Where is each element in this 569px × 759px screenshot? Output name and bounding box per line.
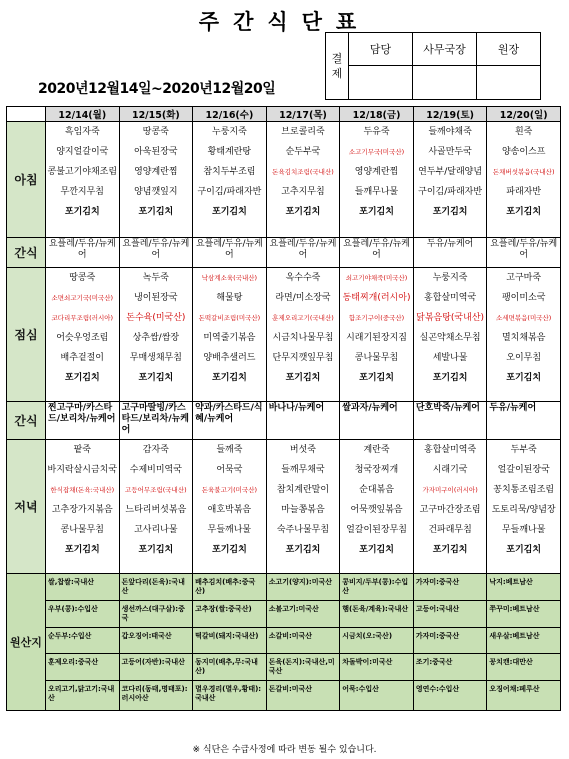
origin-text: 조기:중국산 (415, 658, 453, 666)
menu-item: 흑임자죽 (64, 127, 100, 137)
dinner-cell (340, 440, 414, 574)
origin-cell (340, 628, 414, 654)
origin-cell (193, 654, 267, 681)
menu-item: 사골만두국 (428, 147, 472, 157)
menu-item: 포기김치 (212, 373, 247, 383)
origin-text: 돈앞다리(돈육):국내산 (121, 578, 185, 595)
snack-item: 쌀과자/뉴케어 (342, 403, 398, 413)
corner-cell (7, 107, 46, 122)
menu-item: 옥수수죽 (285, 273, 321, 283)
day-header: 12/18(금) (340, 107, 414, 122)
signature-cell[interactable] (349, 66, 413, 100)
meal-label: 저녁 (7, 440, 46, 574)
origin-cell (193, 681, 267, 711)
meal-label: 점심 (7, 268, 46, 402)
snack-item: 고구마딸빙/카스타드/보리차/뉴케어 (121, 403, 189, 435)
origin-cell (193, 628, 267, 654)
menu-item: 황태계란탕 (207, 147, 252, 157)
origin-cell (46, 654, 120, 681)
menu-item: 가자미구이(러시아) (422, 486, 478, 494)
menu-item: 무매생채무침 (129, 353, 182, 363)
menu-item: 감자죽 (142, 445, 169, 455)
menu-item: 포기김치 (138, 373, 174, 383)
menu-item: 세발나물 (432, 353, 468, 363)
origin-cell (487, 681, 561, 711)
origin-cell (46, 574, 120, 601)
menu-item: 고등어무조림(국내산) (125, 486, 187, 494)
snack1-row (7, 238, 561, 268)
approval-header: 사무국장 (413, 33, 477, 66)
menu-item: 포기김치 (138, 207, 174, 217)
origin-text: 코다리(동태,명태포):러시아산 (121, 685, 188, 702)
origin-cell (340, 681, 414, 711)
origin-text: 꽁치캔:대만산 (489, 658, 533, 666)
origin-text: 콩비지/두부(콩):수입산 (342, 578, 409, 595)
menu-item: 포기김치 (285, 207, 321, 217)
snack-item: 요플레/두유/뉴케어 (269, 239, 337, 260)
lunch-cell (340, 268, 414, 402)
menu-item: 소고기무국(미국산) (348, 148, 405, 156)
menu-item: 두부죽 (510, 445, 537, 455)
breakfast-cell (413, 122, 487, 238)
origin-cell (266, 654, 340, 681)
menu-item: 닭볶음탕(국내산) (416, 313, 485, 323)
origin-cell (340, 574, 414, 601)
origin-text: 가자미:중국산 (415, 578, 460, 586)
menu-item: 땅콩죽 (142, 127, 169, 137)
snack2-cell (266, 402, 340, 440)
meal-label: 아침 (7, 122, 46, 238)
snack-item: 요플레/두유/뉴케어 (490, 239, 558, 260)
lunch-cell (46, 268, 120, 402)
menu-item: 포기김치 (506, 207, 542, 217)
breakfast-cell (266, 122, 340, 238)
snack2-cell (193, 402, 267, 440)
origin-cell (413, 601, 487, 628)
origin-text: 우부(콩):수입산 (48, 605, 98, 613)
menu-item: 포기김치 (359, 207, 394, 217)
origin-text: 소불고기:미국산 (268, 605, 319, 613)
origin-cell (413, 681, 487, 711)
snack1-cell (266, 238, 340, 268)
snack2-cell (119, 402, 193, 440)
week-range: 2020년12월14일~2020년12월20일 (38, 81, 276, 97)
menu-item: 실곤약채소무침 (419, 333, 481, 343)
origin-cell (266, 628, 340, 654)
origin-cell (487, 628, 561, 654)
origin-cell (487, 601, 561, 628)
origin-cell (413, 654, 487, 681)
menu-item: 돈떡갈비조림(미국산) (198, 314, 261, 322)
menu-item: 홍합살미역죽 (424, 445, 477, 455)
origin-text: 오징어채:페루산 (489, 685, 540, 693)
menu-item: 버섯죽 (289, 445, 317, 455)
origin-text: 멸우경리(멸우,황태):국내산 (195, 685, 262, 702)
origin-text: 순두부:수입산 (48, 632, 92, 640)
menu-item: 포기김치 (359, 373, 394, 383)
menu-item: 시래기국 (432, 465, 468, 475)
menu-item: 소면쇠고기국(미국산) (51, 294, 114, 302)
day-header: 12/19(토) (413, 107, 487, 122)
menu-item: 고추장가지볶음 (51, 505, 113, 515)
menu-item: 고추지무침 (281, 187, 325, 197)
dinner-cell (413, 440, 487, 574)
menu-item: 녹두죽 (142, 273, 169, 283)
origin-text: 고추장(쌀:중국산) (195, 605, 252, 613)
meal-label: 간식 (7, 238, 46, 268)
menu-item: 포기김치 (64, 373, 100, 383)
origin-text: 생선까스(대구살):중국 (121, 605, 185, 622)
origin-cell (487, 654, 561, 681)
snack2-cell (340, 402, 414, 440)
origin-cell (266, 681, 340, 711)
origin-cell (119, 601, 193, 628)
menu-item: 코다리무조림(러시아) (51, 314, 114, 322)
menu-item: 낙삼계소육(국내산) (201, 274, 258, 282)
breakfast-cell (46, 122, 120, 238)
menu-item: 콩불고기야채조림 (47, 167, 118, 177)
menu-item: 콩나물무침 (60, 525, 105, 535)
origin-cell (487, 574, 561, 601)
menu-item: 돈육김치조림(국내산) (272, 168, 334, 176)
origin-text: 떡갈비(돼지:국내산) (195, 632, 259, 640)
dinner-cell (487, 440, 561, 574)
menu-item: 시래기된장지짐 (346, 333, 407, 343)
day-header: 12/16(수) (193, 107, 267, 122)
menu-item: 양배추샐러드 (203, 353, 256, 363)
approval-header: 담당 (349, 33, 413, 66)
menu-item: 함조기구이(중국산) (348, 314, 405, 322)
origin-cell (119, 681, 193, 711)
menu-item: 영양계란찜 (134, 167, 178, 177)
snack1-cell (340, 238, 414, 268)
menu-item: 누룽지죽 (212, 127, 247, 137)
menu-item: 땅콩죽 (69, 273, 96, 283)
origin-cell (193, 601, 267, 628)
origin-cell (340, 654, 414, 681)
menu-item: 건파래무침 (428, 525, 472, 535)
menu-item: 단무지깻잎무침 (272, 353, 334, 363)
menu-item: 팥죽 (73, 445, 91, 455)
origin-text: 고등어:국내산 (415, 605, 460, 613)
menu-item: 어묵깻잎볶음 (350, 505, 403, 515)
origin-text: 오리고기,닭고기:국내산 (48, 685, 115, 702)
menu-item: 무들깨나물 (207, 525, 252, 535)
origin-text: 쭈꾸미:베트남산 (489, 605, 540, 613)
lunch-cell (413, 268, 487, 402)
origin-cell (413, 574, 487, 601)
approval-box (325, 32, 541, 100)
lunch-cell (119, 268, 193, 402)
origin-cell (266, 574, 340, 601)
menu-item: 포기김치 (64, 545, 100, 555)
menu-item: 포기김치 (432, 373, 468, 383)
page-title: 주간식단표 (198, 10, 371, 34)
origin-text: 배추김치(배추:중국산) (195, 578, 256, 595)
menu-item: 콩나물무침 (354, 353, 399, 363)
day-header: 12/17(목) (266, 107, 340, 122)
snack-item: 바나나/뉴케어 (268, 403, 325, 413)
day-header: 12/15(화) (119, 107, 193, 122)
menu-item: 돈육불고기(미국산) (201, 486, 258, 494)
menu-item: 팽이미소국 (501, 293, 546, 303)
menu-item: 고구마죽 (506, 273, 542, 283)
menu-item: 포기김치 (506, 545, 542, 555)
menu-item: 양지얼갈이국 (56, 147, 109, 157)
origin-cell (340, 601, 414, 628)
menu-item: 고사리나물 (134, 525, 178, 535)
snack1-cell (487, 238, 561, 268)
menu-item: 홍합살미역국 (424, 293, 477, 303)
origin-text: 낙지:베트남산 (489, 578, 533, 586)
menu-item: 배추겉절이 (60, 353, 105, 363)
menu-item: 포기김치 (432, 545, 468, 555)
menu-item: 훈제오리고기(국내산) (272, 314, 334, 322)
menu-item: 상추쌈/쌈장 (132, 333, 180, 343)
snack-item: 두유/뉴케어 (426, 239, 474, 249)
origin-text: 훈제오리:중국산 (48, 658, 99, 666)
menu-item: 포기김치 (359, 545, 394, 555)
menu-item: 포기김치 (506, 373, 542, 383)
breakfast-cell (119, 122, 193, 238)
menu-item: 멸치채볶음 (501, 333, 546, 343)
menu-item: 어묵국 (216, 465, 243, 475)
menu-item: 숙주나물무침 (276, 525, 330, 535)
menu-item: 수제비미역국 (129, 465, 182, 475)
breakfast-cell (193, 122, 267, 238)
snack-item: 요플레/두유/뉴케어 (343, 239, 410, 260)
menu-item: 시금치나물무침 (272, 333, 334, 343)
menu-item: 브로콜리죽 (281, 127, 325, 137)
dinner-cell (193, 440, 267, 574)
origin-text: 돈육(돈지):국내산,미국산 (268, 658, 335, 675)
menu-item: 라면/미소장국 (275, 293, 331, 303)
origin-text: 가자미:중국산 (415, 632, 460, 640)
origin-text: 햄(돈육/계육):국내산 (342, 605, 409, 613)
origin-cell (413, 628, 487, 654)
menu-item: 해물탕 (216, 293, 243, 303)
snack-item: 요플레/두유/뉴케어 (48, 239, 116, 260)
lunch-row (7, 268, 561, 402)
menu-item: 미역줄기볶음 (203, 333, 256, 343)
menu-item: 두유죽 (363, 127, 390, 137)
menu-item: 순두부국 (285, 147, 321, 157)
menu-item: 아욱된장국 (134, 147, 178, 157)
menu-item: 돈수육(미국산) (126, 313, 186, 323)
snack-item: 두유/뉴케어 (489, 403, 537, 413)
menu-item: 소세면볶음(미국산) (496, 314, 552, 322)
menu-item: 포기김치 (285, 373, 321, 383)
menu-item: 양념깻잎지 (134, 187, 178, 197)
origin-cell (46, 601, 120, 628)
menu-item: 들깨무나물 (354, 187, 399, 197)
snack2-row (7, 402, 561, 440)
snack1-cell (46, 238, 120, 268)
origin-text: 쌀,찹쌀:국내산 (48, 578, 95, 586)
menu-item: 도토리묵/양념장 (491, 505, 556, 515)
dinner-cell (119, 440, 193, 574)
origin-text: 영연수:수입산 (415, 685, 460, 693)
snack1-cell (119, 238, 193, 268)
menu-item: 냉이된장국 (134, 293, 178, 303)
menu-item: 한식잡채(돈육:국내산) (50, 486, 115, 494)
menu-item: 어슷우엉조림 (56, 333, 109, 343)
menu-item: 계란죽 (363, 445, 390, 455)
menu-item: 구이김/파래자반 (418, 187, 483, 197)
origin-text: 갑오징어:태국산 (121, 632, 172, 640)
menu-item: 꽁치통조림조림 (493, 485, 555, 495)
menu-item: 무깐지무침 (60, 187, 105, 197)
menu-item: 포기김치 (212, 545, 247, 555)
menu-item: 고구마간장조림 (419, 505, 481, 515)
menu-item: 동태찌개(러시아) (342, 293, 411, 303)
breakfast-cell (487, 122, 561, 238)
footer-note: ※ 식단은 수급사정에 따라 변동 될수 있습니다. (192, 745, 377, 755)
signature-cell[interactable] (413, 66, 477, 100)
origin-text: 소갈비:미국산 (268, 632, 313, 640)
snack1-cell (193, 238, 267, 268)
menu-item: 청국장찌개 (354, 465, 399, 475)
menu-item: 영양계란찜 (354, 167, 399, 177)
menu-item: 쇠고기야채죽(미국산) (345, 274, 408, 282)
menu-item: 느타리버섯볶음 (125, 505, 187, 515)
snack2-cell (487, 402, 561, 440)
breakfast-row (7, 122, 561, 238)
menu-item: 순대볶음 (359, 485, 394, 495)
approval-header: 원장 (477, 33, 541, 66)
signature-cell[interactable] (477, 66, 541, 100)
menu-item: 무들깨나물 (501, 525, 546, 535)
lunch-cell (193, 268, 267, 402)
origin-text: 동지미(배추,무:국내산) (195, 658, 258, 675)
origin-text: 새우살:베트남산 (489, 632, 540, 640)
snack-item: 단호박죽/뉴케어 (415, 403, 480, 413)
snack1-cell (413, 238, 487, 268)
snack-item: 요플레/두유/뉴케어 (122, 239, 190, 260)
menu-item: 포기김치 (212, 207, 247, 217)
approval-label: 결 제 (326, 33, 349, 100)
menu-item: 바지락살시금치국 (47, 465, 118, 475)
menu-item: 오이무침 (506, 353, 542, 363)
menu-item: 들깨야채죽 (428, 127, 472, 137)
menu-table (6, 106, 561, 711)
origin-cell (46, 628, 120, 654)
day-header: 12/20(일) (487, 107, 561, 122)
origin-cell (119, 628, 193, 654)
menu-item: 포기김치 (64, 207, 100, 217)
menu-item: 참치계란말이 (276, 485, 330, 495)
dinner-row (7, 440, 561, 574)
menu-item: 애호박볶음 (207, 505, 252, 515)
menu-item: 포기김치 (432, 207, 468, 217)
lunch-cell (487, 268, 561, 402)
origin-cell (266, 601, 340, 628)
origin-text: 고등어(자반):국내산 (121, 658, 185, 666)
snack2-cell (413, 402, 487, 440)
origin-cell (193, 574, 267, 601)
menu-item: 포기김치 (285, 545, 321, 555)
snack-item: 약과/카스타드/식혜/뉴케어 (195, 403, 263, 424)
snack-item: 찐고구마/카스타드/보리차/뉴케어 (48, 403, 116, 424)
menu-item: 얼갈이된장무침 (346, 525, 407, 535)
menu-item: 얼갈이된장국 (497, 465, 550, 475)
meal-label: 간식 (7, 402, 46, 440)
lunch-cell (266, 268, 340, 402)
menu-item: 참치두부조림 (203, 167, 256, 177)
dinner-cell (266, 440, 340, 574)
menu-item: 포기김치 (138, 545, 174, 555)
menu-item: 들깨죽 (216, 445, 243, 455)
origin-text: 돈갈비:미국산 (268, 685, 313, 693)
dinner-cell (46, 440, 120, 574)
origin-text: 차돌박이:미국산 (342, 658, 393, 666)
origin-text: 소고기(양지):미국산 (268, 578, 332, 586)
menu-item: 마늘쫑볶음 (281, 505, 325, 515)
menu-item: 연두부/달래양념 (418, 167, 483, 177)
menu-item: 구이김/파래자반 (197, 187, 262, 197)
menu-item: 양송이스프 (501, 147, 546, 157)
origin-cell (46, 681, 120, 711)
breakfast-cell (340, 122, 414, 238)
meal-label: 원산지 (7, 574, 46, 711)
menu-item: 흰죽 (514, 127, 533, 137)
menu-item: 파래자반 (506, 187, 542, 197)
menu-item: 누룽지죽 (432, 273, 468, 283)
snack-item: 요플레/두유/뉴케어 (195, 239, 263, 260)
origin-text: 어묵:수입산 (342, 685, 379, 693)
origin-text: 시금치(오:국산) (342, 632, 393, 640)
menu-item: 들깨무채국 (281, 465, 325, 475)
snack2-cell (46, 402, 120, 440)
origin-cell (119, 654, 193, 681)
menu-item: 돈채버섯볶음(국내산) (492, 168, 555, 176)
day-header: 12/14(월) (46, 107, 120, 122)
origin-cell (119, 574, 193, 601)
